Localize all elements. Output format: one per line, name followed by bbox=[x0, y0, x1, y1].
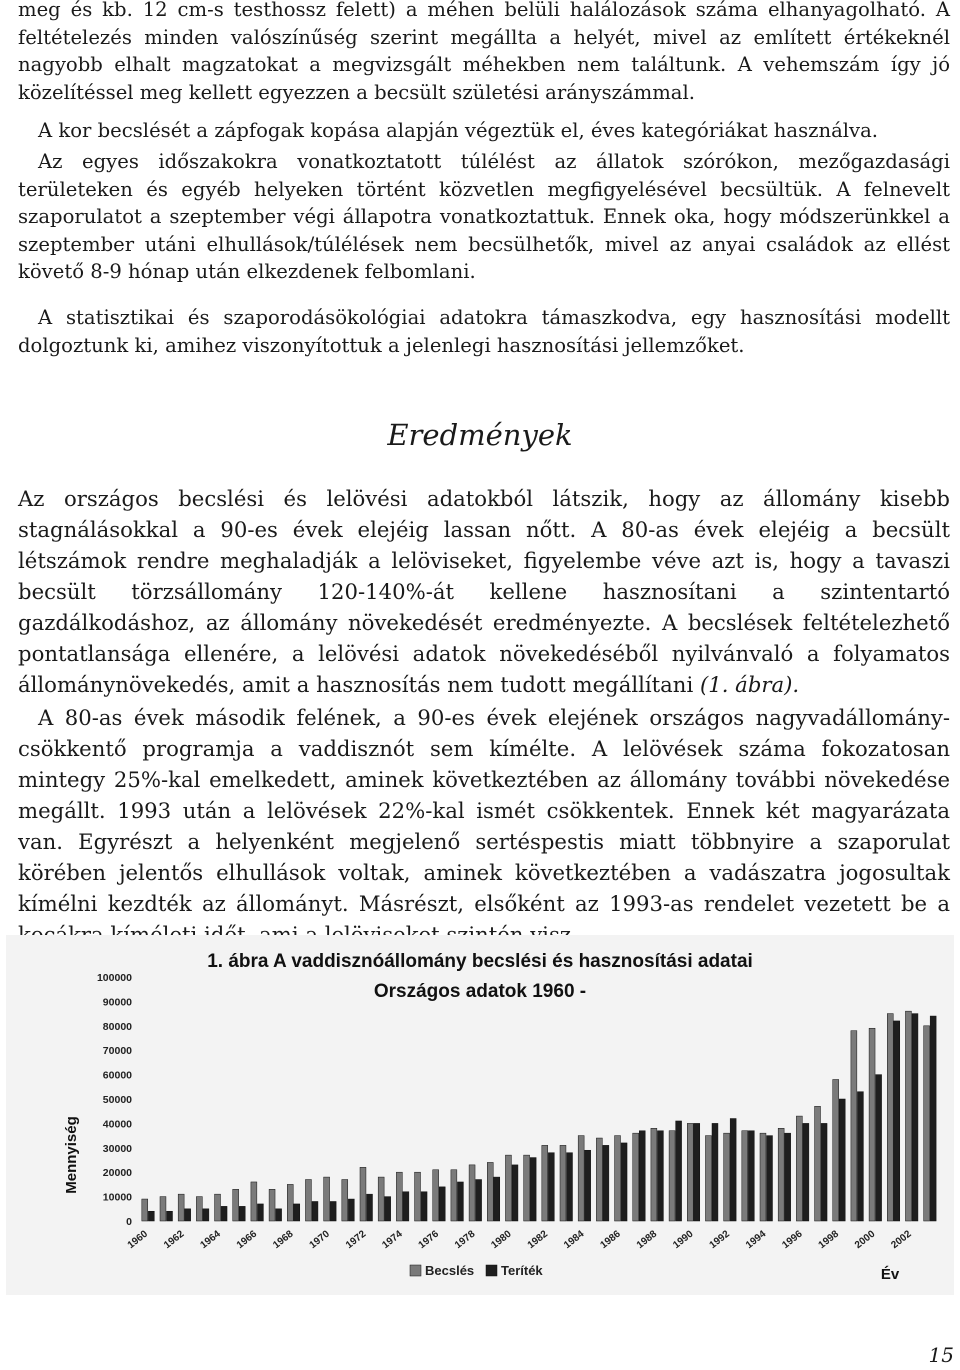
bar-becsles bbox=[342, 1180, 348, 1221]
bar-becsles bbox=[887, 1014, 893, 1221]
bar-teritek bbox=[876, 1075, 882, 1221]
bar-becsles bbox=[196, 1197, 202, 1221]
bar-becsles bbox=[815, 1106, 821, 1221]
y-tick-label: 70000 bbox=[102, 1045, 132, 1058]
y-tick-label: 30000 bbox=[102, 1142, 132, 1155]
bar-becsles bbox=[269, 1189, 275, 1221]
bar-becsles bbox=[433, 1170, 439, 1221]
bar-teritek bbox=[512, 1165, 518, 1221]
bar-teritek bbox=[348, 1199, 354, 1221]
x-tick-label: 1974 bbox=[380, 1228, 405, 1252]
legend-label: Becslés bbox=[425, 1263, 475, 1278]
body-paragraph: A 80-as évek második felének, a 90-es évek elejének országos nagyvadállomány-csökkentő programja a vaddisznót sem kímélte. A lelövések száma fokozatosan mintegy 25%-kal emelkedett, aminek következtében az állomány további növekedése megállt. 1993 után a lelövések 22%-kal ismét csökkentek. Ennek két magyarázata van. Egyrészt a helyenként megjelenő sertéspestis miatt többnyire a szaporulat körében jelentős elhullások voltak, aminek következtében a vadászatra jogosultak kímélni kezdték az állományt. Másrészt, elsőként az 1993-as rendelet vezetett be a bbox=[18, 705, 950, 916]
bar-becsles bbox=[178, 1194, 184, 1221]
x-tick-label: 1960 bbox=[125, 1228, 151, 1252]
legend-label: Teríték bbox=[501, 1263, 543, 1278]
chart-figure bbox=[6, 935, 954, 1295]
bar-teritek bbox=[839, 1099, 845, 1221]
x-tick-label: 1978 bbox=[452, 1228, 478, 1252]
body-paragraph: Az egyes időszakokra vonatkoztatott túlélést az állatok szórókon, mezőgazdasági területeken és egyéb helyeken történt közvetlen megfigyelésével becsültük. A felnevelt szaporulatot a szeptember végi állapotra vonatkoztattuk. Ennek oka, hogy módszerünkkel a szeptember utáni elhullások/túlélések nem becsülhetők, mivel az anyai családok az ellést követő 8-9 hónap után elkezdenek felbomlani. bbox=[18, 150, 950, 284]
bar-teritek bbox=[748, 1131, 754, 1221]
bar-becsles bbox=[596, 1138, 602, 1221]
bar-becsles bbox=[505, 1155, 511, 1221]
bar-becsles bbox=[215, 1194, 221, 1221]
x-tick-label: 1962 bbox=[162, 1228, 187, 1252]
bar-teritek bbox=[148, 1211, 154, 1221]
bar-becsles bbox=[615, 1136, 621, 1221]
bar-teritek bbox=[257, 1204, 263, 1221]
x-tick-label: 1996 bbox=[780, 1228, 805, 1252]
y-tick-label: 60000 bbox=[102, 1069, 132, 1082]
y-tick-label: 10000 bbox=[102, 1191, 132, 1204]
legend-swatch bbox=[410, 1265, 421, 1276]
y-tick-label: 90000 bbox=[102, 996, 132, 1009]
bar-becsles bbox=[724, 1133, 730, 1221]
bar-becsles bbox=[778, 1128, 784, 1221]
bar-becsles bbox=[396, 1172, 402, 1221]
paragraph-text: Az országos becslési és lelövési adatokból látszik, hogy az állomány kisebb stagnálásokkal a 90-es évek elejéig lassan nőtt. A 80-as évek elejéig a becsült létszámok rendre meghaladják a lelöviseket, figyelembe véve azt is, hogy a tavaszi becsült törzsállomány 120-140%-át kellene hasznosítani a szintentartó gazdálkodáshoz, az állomány növekedését eredményezte. A becslések feltételezhető pontatlansága ellenére, a lelövési adatok növekedéséből nyilvánvaló a folyamatos állománynövekedés, amit a hasznosítás nem tudott megállítani bbox=[18, 486, 950, 697]
bar-becsles bbox=[905, 1011, 911, 1221]
bar-becsles bbox=[924, 1026, 930, 1221]
y-axis-label: Mennyiség bbox=[63, 1116, 80, 1194]
body-paragraph: A statisztikai és szaporodásökológiai adatokra támaszkodva, egy hasznosítási modellt dolgoztunk ki, amihez viszonyítottuk a jelenlegi hasznosítási jellemzőket. bbox=[18, 306, 950, 357]
x-tick-label: 1980 bbox=[489, 1228, 514, 1252]
bar-teritek bbox=[657, 1131, 663, 1221]
bar-teritek bbox=[621, 1143, 627, 1221]
bar-teritek bbox=[567, 1153, 573, 1221]
bar-becsles bbox=[415, 1172, 421, 1221]
bar-teritek bbox=[730, 1119, 736, 1221]
section-heading: Eredmények bbox=[387, 418, 573, 452]
x-tick-label: 1998 bbox=[816, 1228, 841, 1252]
bar-becsles bbox=[760, 1133, 766, 1221]
bar-becsles bbox=[651, 1128, 657, 1221]
bar-becsles bbox=[742, 1131, 748, 1221]
bar-becsles bbox=[469, 1165, 475, 1221]
body-paragraph: A kor becslését a zápfogak kopása alapján végeztük el, éves kategóriákat használva. bbox=[38, 119, 879, 142]
bar-becsles bbox=[833, 1079, 839, 1221]
bar-teritek bbox=[203, 1209, 209, 1221]
x-tick-label: 1966 bbox=[234, 1228, 260, 1252]
bar-teritek bbox=[294, 1204, 300, 1221]
bar-becsles bbox=[287, 1184, 293, 1221]
bar-teritek bbox=[421, 1192, 427, 1221]
bar-becsles bbox=[324, 1177, 330, 1221]
figure-reference: (1. ábra). bbox=[699, 672, 800, 697]
x-tick-label: 1964 bbox=[198, 1228, 223, 1252]
bar-teritek bbox=[930, 1016, 936, 1221]
x-tick-label: 2002 bbox=[889, 1228, 914, 1252]
body-paragraph: meg és kb. 12 cm-s testhossz felett) a méhen belüli halálozások száma elhanyagolható. A feltételezés minden valószínűség szerint megállta a helyét, mivel az említett értékeknél nagyobb elhalt magzatokat a megvizsgált méhekben nem találtunk. A vehemszám így jó közelítéssel meg kellett egyezzen a becsült születési arányszámmal. bbox=[18, 0, 950, 104]
bar-teritek bbox=[439, 1187, 445, 1221]
bar-teritek bbox=[785, 1133, 791, 1221]
bar-teritek bbox=[457, 1182, 463, 1221]
body-paragraph bbox=[18, 483, 950, 700]
bar-becsles bbox=[687, 1123, 693, 1221]
bar-becsles bbox=[305, 1180, 311, 1221]
bar-teritek bbox=[694, 1123, 700, 1221]
bar-teritek bbox=[676, 1121, 682, 1221]
x-axis-label: Év bbox=[880, 1266, 900, 1283]
x-tick-label: 1990 bbox=[671, 1228, 696, 1252]
bar-becsles bbox=[233, 1189, 239, 1221]
bar-becsles bbox=[796, 1116, 802, 1221]
y-tick-label: 40000 bbox=[102, 1118, 132, 1131]
bar-teritek bbox=[603, 1145, 609, 1221]
x-tick-label: 1982 bbox=[525, 1228, 551, 1252]
y-tick-label: 80000 bbox=[102, 1020, 132, 1033]
bar-teritek bbox=[167, 1211, 173, 1221]
x-tick-label: 1972 bbox=[343, 1228, 369, 1252]
bar-chart bbox=[6, 935, 954, 1295]
bar-teritek bbox=[530, 1158, 536, 1221]
bar-becsles bbox=[560, 1145, 566, 1221]
bar-becsles bbox=[669, 1131, 675, 1221]
bar-teritek bbox=[821, 1123, 827, 1221]
x-tick-label: 1986 bbox=[598, 1228, 623, 1252]
bar-teritek bbox=[221, 1206, 227, 1221]
chart-title: 1. ábra A vaddisznóállomány becslési és hasznosítási adatai bbox=[207, 951, 753, 972]
bar-becsles bbox=[633, 1133, 639, 1221]
bar-teritek bbox=[276, 1209, 282, 1221]
bar-becsles bbox=[160, 1197, 166, 1221]
legend-swatch bbox=[486, 1265, 497, 1276]
bar-teritek bbox=[767, 1136, 773, 1221]
bar-teritek bbox=[476, 1180, 482, 1221]
bar-becsles bbox=[251, 1182, 257, 1221]
x-tick-label: 1970 bbox=[307, 1228, 332, 1252]
bar-becsles bbox=[705, 1136, 711, 1221]
bar-teritek bbox=[330, 1201, 336, 1221]
bar-teritek bbox=[712, 1123, 718, 1221]
bar-teritek bbox=[403, 1192, 409, 1221]
bar-becsles bbox=[487, 1162, 493, 1221]
bar-teritek bbox=[585, 1150, 591, 1221]
x-tick-label: 2000 bbox=[852, 1228, 878, 1252]
x-tick-label: 1992 bbox=[707, 1228, 732, 1252]
bar-teritek bbox=[494, 1177, 500, 1221]
bar-teritek bbox=[185, 1209, 191, 1221]
bar-becsles bbox=[360, 1167, 366, 1221]
x-tick-label: 1988 bbox=[634, 1228, 660, 1252]
chart-subtitle: Országos adatok 1960 - bbox=[373, 981, 587, 1002]
bar-becsles bbox=[578, 1136, 584, 1221]
bar-teritek bbox=[912, 1014, 918, 1221]
y-tick-label: 50000 bbox=[102, 1094, 132, 1106]
bar-teritek bbox=[548, 1153, 554, 1221]
bar-teritek bbox=[385, 1197, 391, 1221]
bar-teritek bbox=[803, 1123, 809, 1221]
y-tick-label: 100000 bbox=[96, 972, 132, 984]
bar-teritek bbox=[367, 1194, 373, 1221]
bar-becsles bbox=[451, 1170, 457, 1221]
bar-teritek bbox=[894, 1021, 900, 1221]
bar-becsles bbox=[851, 1031, 857, 1221]
y-tick-label: 20000 bbox=[102, 1167, 132, 1180]
bar-teritek bbox=[239, 1206, 245, 1221]
x-tick-label: 1968 bbox=[271, 1228, 296, 1252]
y-tick-label: 0 bbox=[126, 1216, 132, 1228]
x-tick-label: 1976 bbox=[416, 1228, 441, 1252]
bar-teritek bbox=[639, 1131, 645, 1221]
bar-teritek bbox=[312, 1201, 318, 1221]
x-tick-label: 1984 bbox=[562, 1228, 587, 1252]
bar-becsles bbox=[869, 1028, 875, 1221]
bar-teritek bbox=[857, 1092, 863, 1221]
bar-becsles bbox=[524, 1155, 530, 1221]
bar-becsles bbox=[142, 1199, 148, 1221]
x-tick-label: 1994 bbox=[743, 1228, 769, 1252]
page-number: 15 bbox=[928, 1343, 954, 1367]
bar-becsles bbox=[542, 1145, 548, 1221]
bar-becsles bbox=[378, 1177, 384, 1221]
